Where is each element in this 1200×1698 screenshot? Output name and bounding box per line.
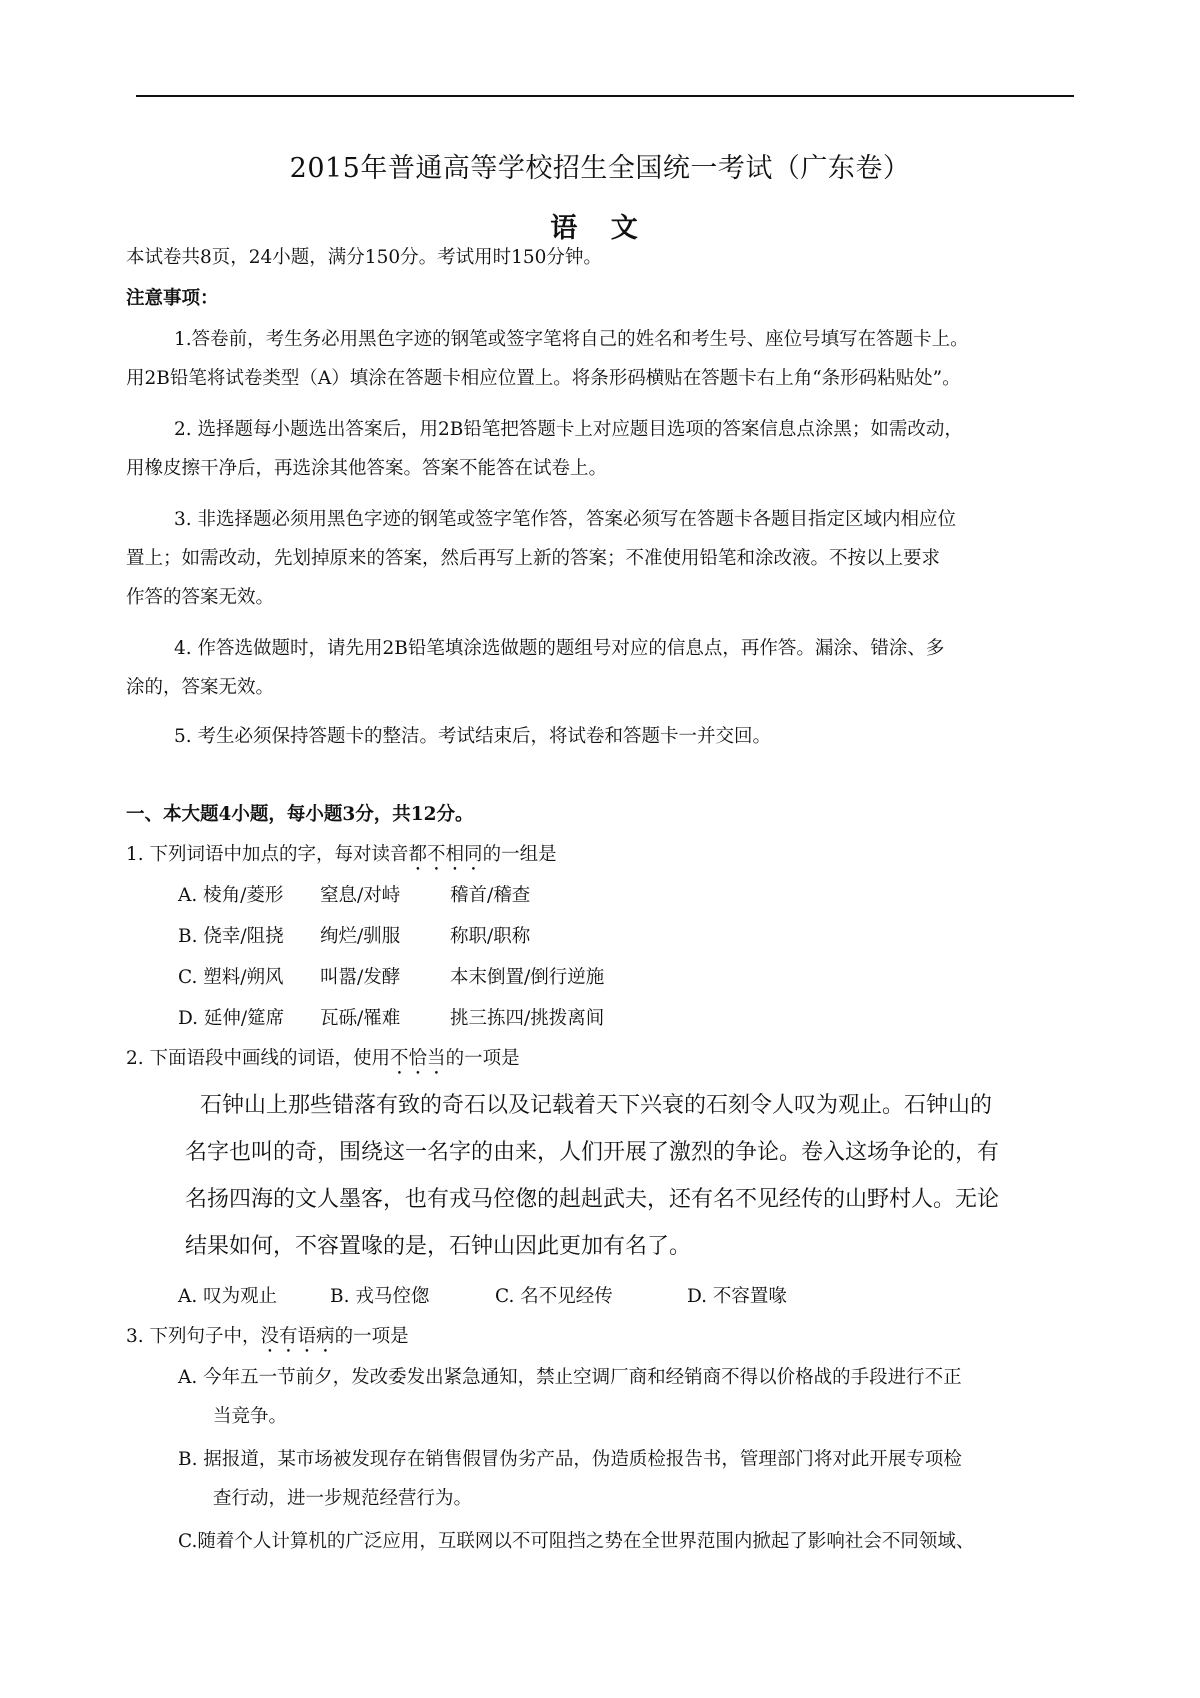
q3-option-line: A. 今年五一节前夕，发改委发出紧急通知，禁止空调厂商和经销商不得以价格战的手段进行不正 [178,1367,962,1388]
q2-options [178,1285,787,1309]
option-text: D. 不容置喙 [687,1286,787,1307]
passage-line: 结果如何，不容置喙的是，石钟山因此更加有名了。 [185,1234,692,1259]
passage-line: 石钟山上那些错落有致的奇石以及记载着天下兴衰的石刻令人叹为观止。石钟山的 [200,1093,993,1118]
q1-option-c [178,966,604,990]
stem-text: 3. 下列句子中， [126,1326,261,1347]
stem-text: 2. 下面语段中画线的词语，使用 [126,1048,391,1069]
note-line: 置上；如需改动，先划掉原来的答案，然后再写上新的答案；不准使用铅笔和涂改液。不按以上要求 [126,548,941,569]
notes-heading: 注意事项： [126,288,219,309]
option-text: B. 侥幸/阻挠 [178,926,284,947]
option-text: 绚烂/驯服 [320,926,401,947]
q3-option-line: 当竞争。 [213,1406,288,1427]
note-line: 作答的答案无效。 [126,587,275,608]
option-text: C. 名不见经传 [495,1286,613,1307]
emphasized-text: 不恰当 [390,1048,446,1069]
note-line: 用2B铅笔将试卷类型（A）填涂在答题卡相应位置上。将条形码横贴在答题卡右上角“条形码粘贴处”。 [126,368,961,389]
note-line: 5. 考生必须保持答题卡的整洁。考试结束后，将试卷和答题卡一并交回。 [174,726,772,747]
note-line: 4. 作答选做题时，请先用2B铅笔填涂选做题的题组号对应的信息点，再作答。漏涂、错涂、多 [174,638,945,659]
question-2-stem [126,1047,520,1079]
intro-text: 本试卷共8页，24小题，满分150分。考试用时150分钟。 [126,247,602,268]
note-line: 用橡皮擦干净后，再选涂其他答案。答案不能答在试卷上。 [126,458,608,479]
stem-text: 的一项是 [334,1326,409,1347]
emphasized-text: 没有语病 [260,1326,335,1347]
stem-text: 1. 下列词语中加点的字，每对读音 [126,844,409,865]
option-text: 窒息/对峙 [320,885,401,906]
top-rule [136,95,1074,97]
stem-text: 的一组是 [482,844,557,865]
passage-line: 名扬四海的文人墨客，也有戎马倥偬的赳赳武夫，还有名不见经传的山野村人。无论 [185,1187,1000,1212]
q1-option-d [178,1007,604,1031]
q3-option-line: 查行动，进一步规范经营行为。 [213,1488,473,1509]
question-3-stem [126,1325,409,1357]
option-text: 叫嚣/发酵 [320,967,401,988]
note-line: 2. 选择题每小题选出答案后，用2B铅笔把答题卡上对应题目选项的答案信息点涂黑；如需改动， [174,419,963,440]
stem-text: 的一项是 [445,1048,520,1069]
option-text: B. 戎马倥偬 [330,1286,430,1307]
note-line: 3. 非选择题必须用黑色字迹的钢笔或签字笔作答，答案必须写在答题卡各题目指定区域内相应位 [174,509,957,530]
subject-title: 语 文 [550,213,650,244]
emphasized-text: 都不相同 [408,844,483,865]
q3-option-line: C.随着个人计算机的广泛应用，互联网以不可阻挡之势在全世界范围内掀起了影响社会不同领域、 [178,1531,975,1552]
note-line: 1.答卷前，考生务必用黑色字迹的钢笔或签字笔将自己的姓名和考生号、座位号填写在答题卡上。 [174,329,969,350]
question-1-stem [126,843,557,875]
section-heading: 一、本大题4小题，每小题3分，共12分。 [126,804,474,825]
option-text: D. 延伸/筵席 [178,1008,285,1029]
option-text: 稽首/稽查 [450,885,531,906]
option-text: A. 棱角/菱形 [178,885,284,906]
option-text: 称职/职称 [450,926,531,947]
exam-title: 2015年普通高等学校招生全国统一考试（广东卷） [289,153,911,184]
option-text: C. 塑料/朔风 [178,967,284,988]
note-line: 涂的，答案无效。 [126,677,275,698]
option-text: 本末倒置/倒行逆施 [450,967,605,988]
q1-option-a [178,884,530,908]
option-text: 挑三拣四/挑拨离间 [450,1008,605,1029]
q3-option-line: B. 据报道，某市场被发现存在销售假冒伪劣产品，伪造质检报告书，管理部门将对此开展专项检 [178,1449,962,1470]
passage-line: 名字也叫的奇，围绕这一名字的由来，人们开展了激烈的争论。卷入这场争论的，有 [185,1140,1000,1165]
option-text: A. 叹为观止 [178,1286,278,1307]
q1-option-b [178,925,530,949]
option-text: 瓦砾/罹难 [320,1008,401,1029]
